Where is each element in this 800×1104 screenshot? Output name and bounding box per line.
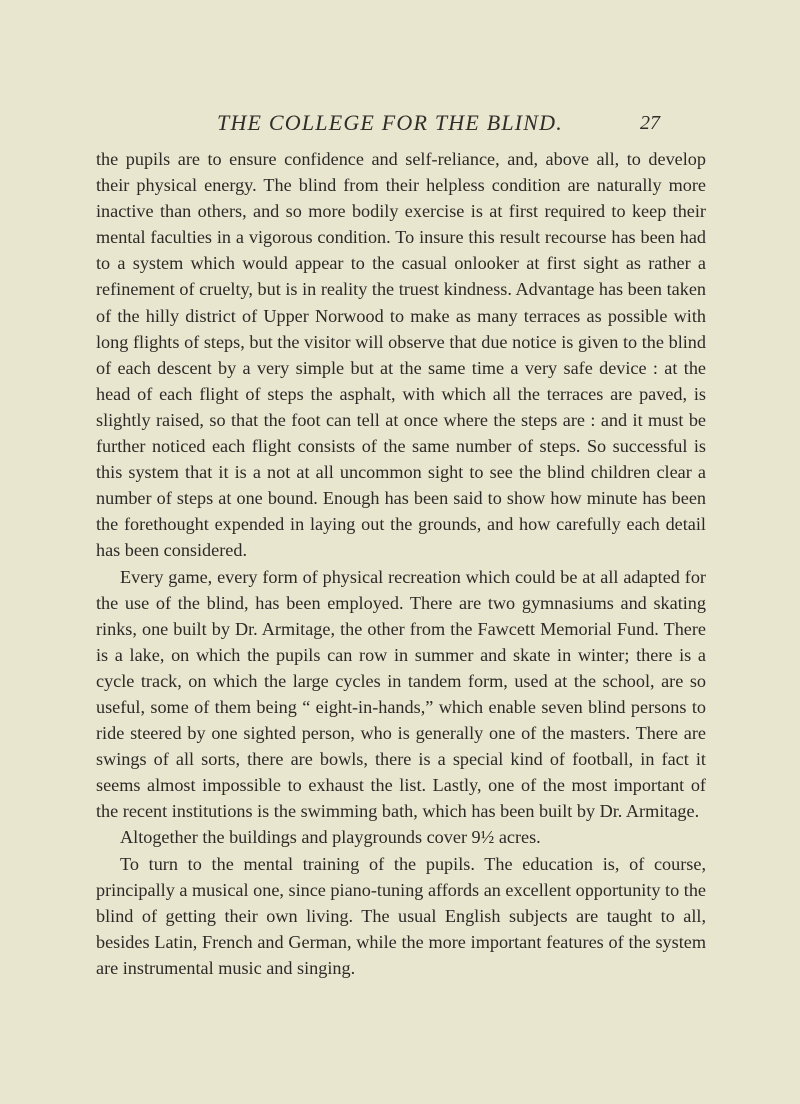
body-text xyxy=(96,146,706,981)
running-head xyxy=(0,110,800,140)
running-title: THE COLLEGE FOR THE BLIND. xyxy=(217,110,563,135)
paragraph: To turn to the mental training of the pupils. The education is, of course, principally a musical one, since piano-tuning affords an excellent opportunity to the blind of getting their own living. The usual English subjects are taught to all, besides Latin, French and German, while the more important features of the system are instrumental music and singing. xyxy=(96,853,706,978)
paragraph: Every game, every form of physical recreation which could be at all adapted for the use of the blind, has been employed. There are two gymnasiums and skating rinks, one built by Dr. Armitage, the other from the Fawcett Memorial Fund. There is a lake, on which the pupils can row in summer and skate in winter; there is a cycle track, on which the large cycles in tandem form, used at the school, are so useful, some of them being “ eight-in-hands,” which enable seven blind persons to ride steered by one sighted person, who is generally one of the masters. There are swings of all sorts, there are bowls, there is a special kind of football, in fact it seems almost impossible to exhaust the list. Lastly, one of the most important of the recent institutions is the swimming bath, which has been built by Dr. Armitage. xyxy=(96,566,706,822)
paragraph: Altogether the buildings and playgrounds cover 9½ acres. xyxy=(120,827,541,848)
page-number: 27 xyxy=(640,112,660,134)
paragraph: the pupils are to ensure confidence and self-reliance, and, above all, to develop their physical energy. The blind from their helpless condition are naturally more inactive than others, and so more bodily exercise is at first required to keep their mental faculties in a vigorous condition. To insure this result recourse has been had to a system which would appear to the casual onlooker at first sight as rather a refinement of cruelty, but is in reality the truest kindness. Advantage has been taken of the hilly district of Upper Norwood to make as many terraces as possible with long flights of steps, but the visitor will observe that due notice is given to the blind of each descent by a very simple but at the same time a very safe device : at the head of each flight of steps the asphalt, with which all the terraces are paved, is slightly raised, so that the foot can tell at once where the steps are : and it must be further noticed each flight consists of the same number of steps. So successful is this system that it is a not at all uncommon sight to see the blind children clear a number of steps at one bound. Enough has been said to show how minute has been the forethought expended in laying out the grounds, and how carefully each detail has been considered. xyxy=(96,149,706,561)
